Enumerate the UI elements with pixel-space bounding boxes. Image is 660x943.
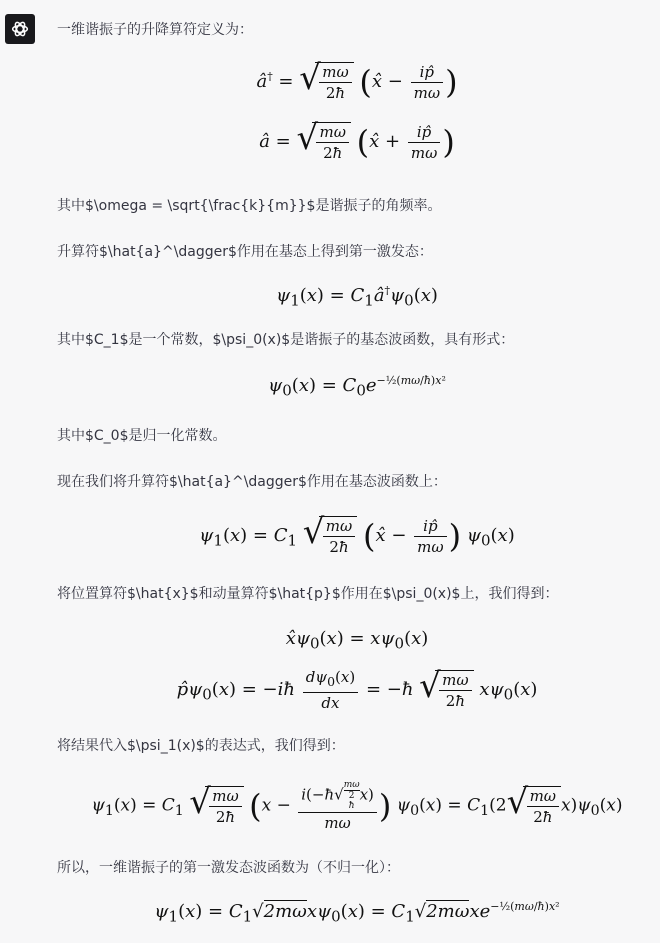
equation-first-excited: $\psi_1(x)$ = $C_1â^\dagger\psi_0(x)$ xyxy=(276,284,438,310)
paragraph-5: 其中$C_0$是归一化常数。 xyxy=(57,428,227,444)
paragraph-4: 其中$C_1$是一个常数，$\psi_0(x)$是谐振子的基态波函数，具有形式： xyxy=(57,332,515,348)
openai-logo-icon xyxy=(9,18,31,40)
paragraph-1: 一维谐振子的升降算符定义为： xyxy=(57,22,253,38)
paragraph-9: 所以，一维谐振子的第一激发态波函数为（不归一化）： xyxy=(57,860,400,876)
paragraph-2: 其中$\omega = \sqrt{\frac{k}{m}}$是谐振子的角频率。 xyxy=(57,198,442,214)
equation-final-result: $\psi_1(x) = C_1√2m\omega x\psi_0(x) = C_1√2m\omega xe^{-\frac{1}{2}(m\omega/ħ)x^2}$ xyxy=(154,900,560,926)
paragraph-3: 升算符$\hat{a}^\dagger$作用在基态上得到第一激发态： xyxy=(57,244,433,260)
paragraph-6: 现在我们将升算符$\hat{a}^\dagger$作用在基态波函数上： xyxy=(57,474,447,490)
equation-raising-operator: â† = √ $\frac{m\omega}{2ħ}$ (x̂ − $\frac{ip̂}{m\omega}$ ) xyxy=(256,58,458,102)
paragraph-8: 将结果代入$\psi_1(x)$的表达式，我们得到： xyxy=(57,738,345,754)
equation-substitution: $\psi_1(x) = C_1$ √ $\frac{m\omega}{2ħ}$ (x − i(−ħ√ mω 2 ħ x) mω ) $\psi_0(x) = C_1(2$ √ $\frac{m\omega}{2ħ}$ $x)\psi_0(x)$ xyxy=(91,780,623,832)
equation-apply-raising: $\psi_1(x) = C_1$ √ $\frac{m\omega}{2ħ}$ (x̂ − $\frac{ip̂}{m\omega}$ ) $\psi_0(x)$ xyxy=(199,512,515,556)
assistant-avatar xyxy=(5,14,35,44)
paragraph-7: 将位置算符$\hat{x}$和动量算符$\hat{p}$作用在$\psi_0(x)$上，我们得到： xyxy=(57,586,559,602)
equation-ground-state: $\psi_0(x) = C_0e^{-\frac{1}{2}(m\omega/ħ)x^2}$ xyxy=(268,374,446,400)
equation-lowering-operator: â = √ $\frac{m\omega}{2ħ}$ (x̂ + $\frac{ip̂}{m\omega}$ ) xyxy=(259,118,455,162)
equation-position-operator: $x̂\psi_0(x) = x\psi_0(x)$ xyxy=(285,628,429,653)
equation-momentum-operator: $p̂\psi_0(x)$ = −iħ $\frac{d\psi_0(x)}{dx}$ = −ħ √ $\frac{m\omega}{2ħ}$ $x\psi_0(x)$ xyxy=(176,666,538,712)
